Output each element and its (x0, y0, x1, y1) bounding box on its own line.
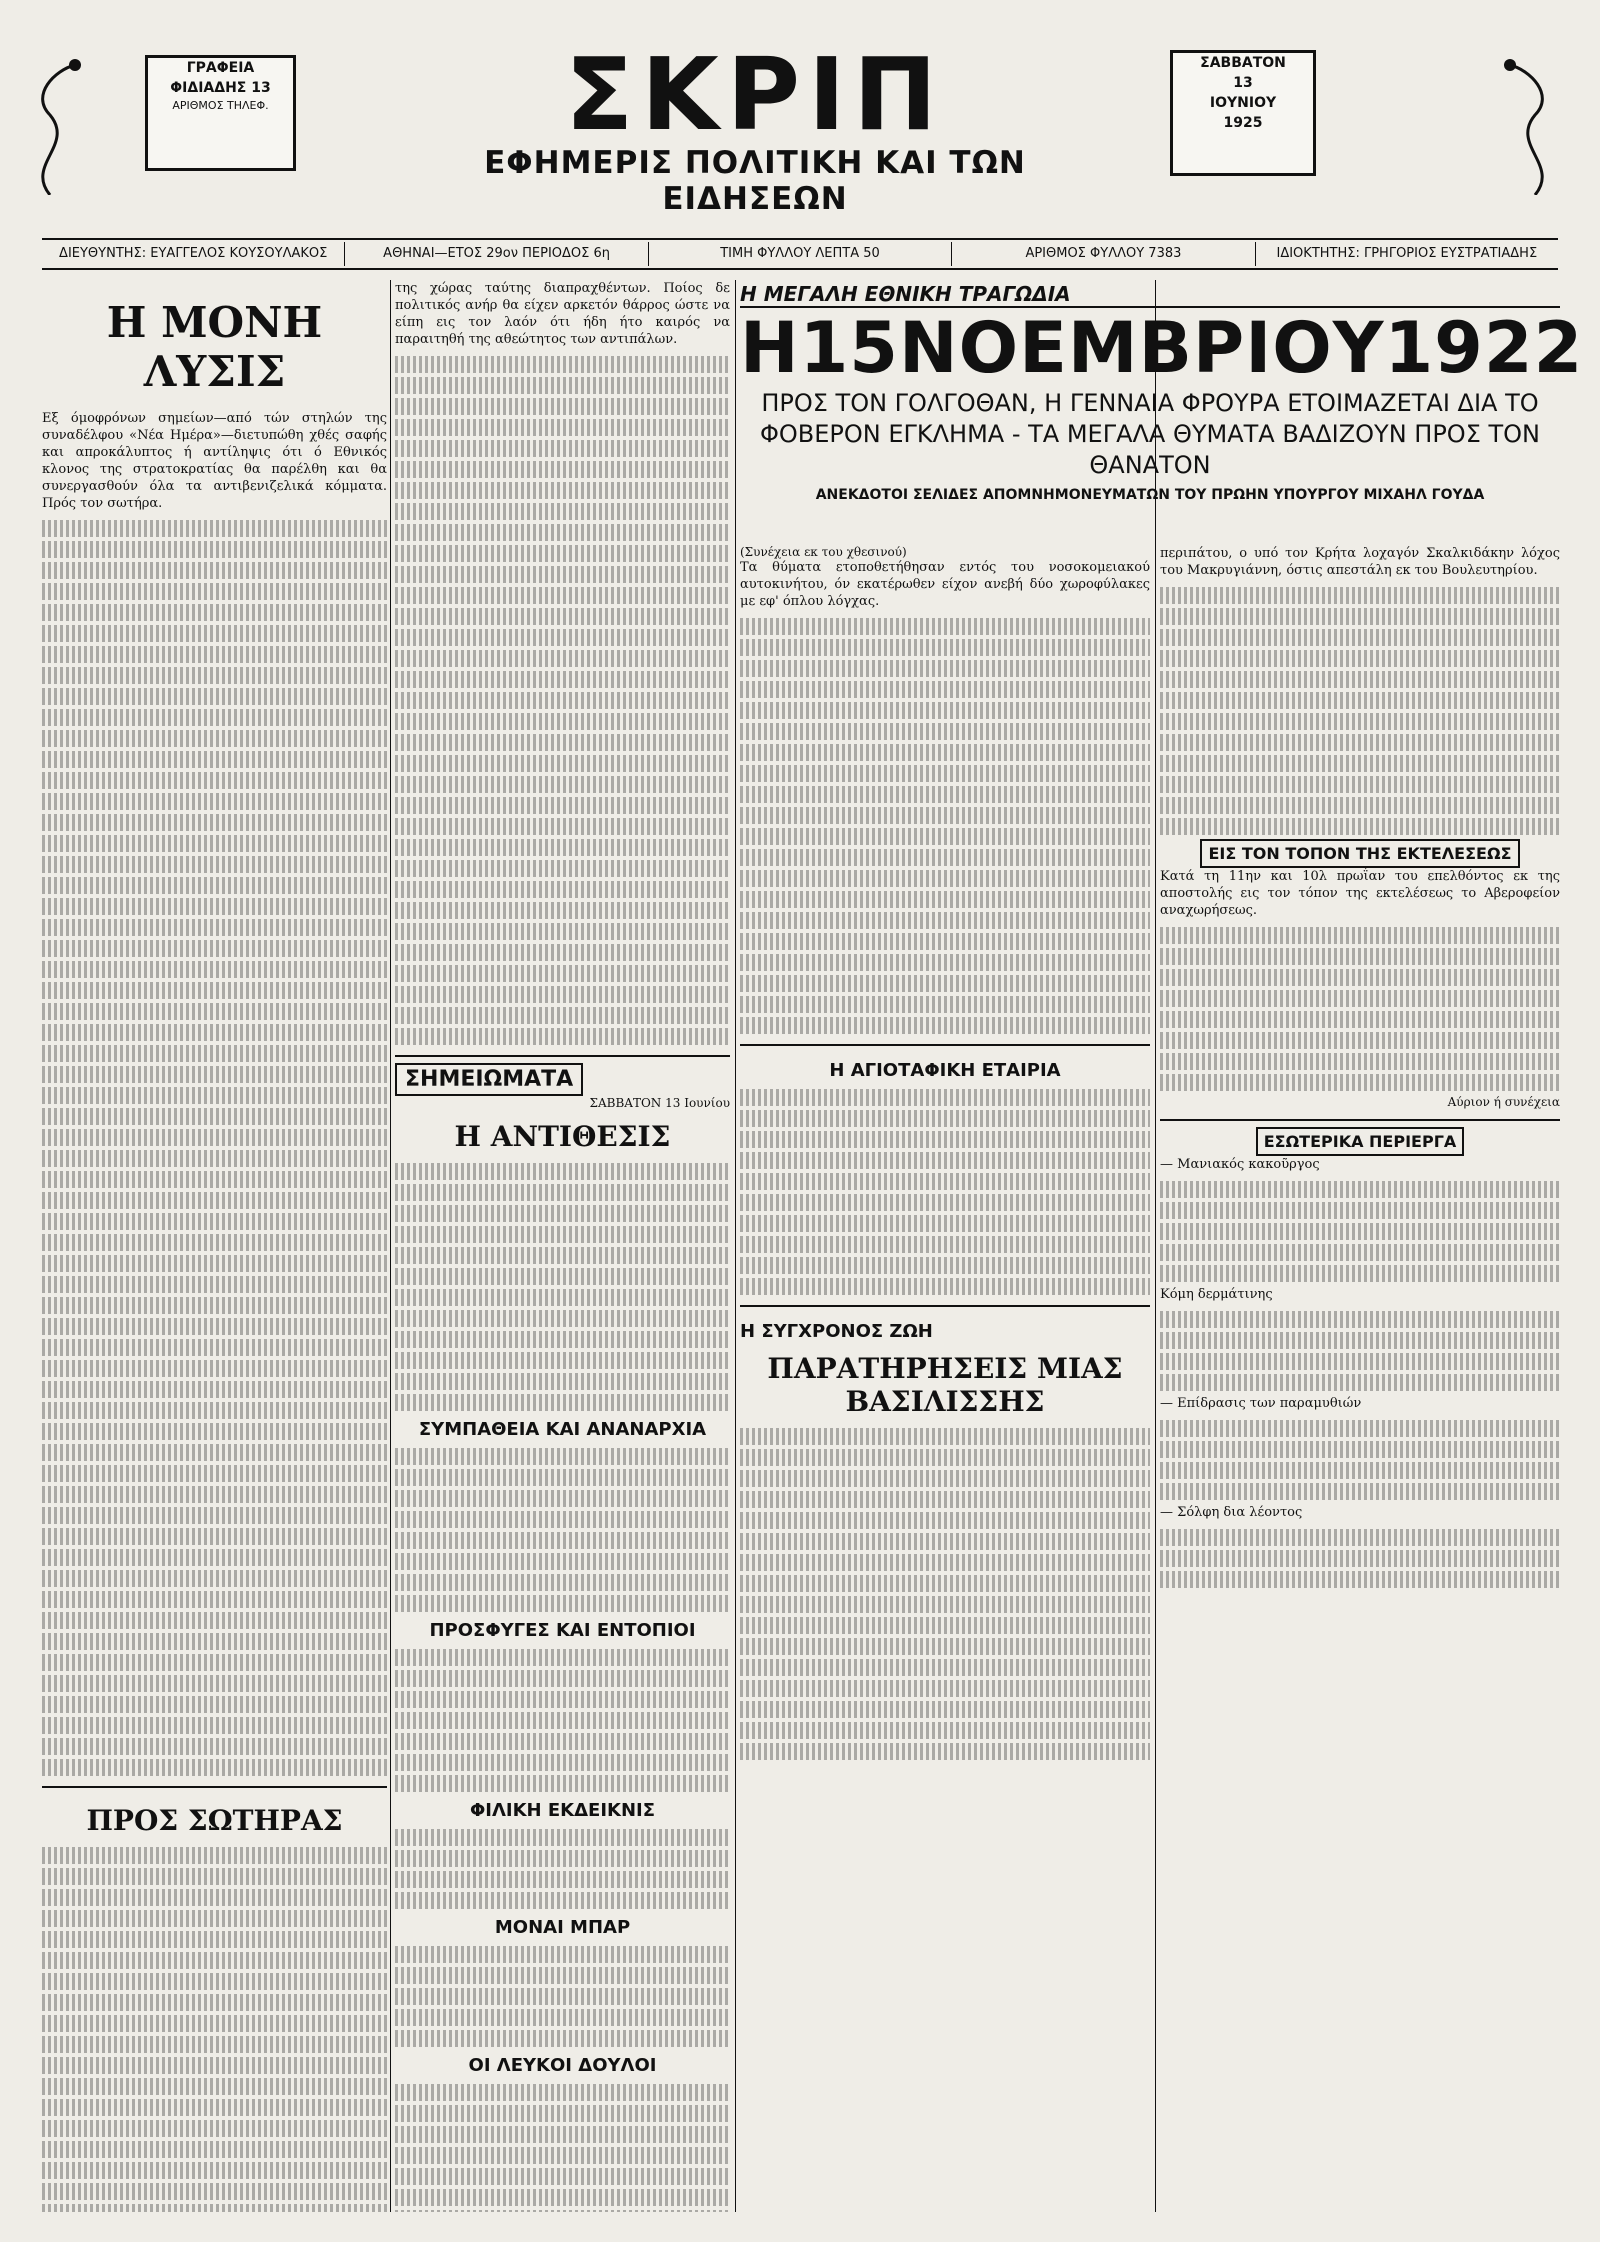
monai-title: ΜΟΝΑΙ ΜΠΑΡ (494, 1917, 631, 1938)
column-rule-1 (390, 280, 391, 2212)
info-bar (42, 238, 1558, 270)
director: ΔΙΕΥΘΥΝΤΗΣ: ΕΥΑΓΓΕΛΟΣ ΚΟΥΣΟΥΛΑΚΟΣ (42, 242, 345, 266)
owner: ΙΔΙΟΚΤΗΤΗΣ: ΓΡΗΓΟΡΙΟΣ ΕΥΣΤΡΑΤΙΑΔΗΣ (1276, 246, 1538, 261)
antithesis-title: Η ΑΝΤΙΘΕΣΙΣ (454, 1120, 671, 1153)
front-banner (740, 282, 1584, 503)
antithesis-text (395, 1163, 730, 1411)
price: ΤΙΜΗ ΦΥΛΛΟΥ ΛΕΠΤΑ 50 (649, 242, 952, 266)
banner-kicker: Η ΜΕΓΑΛΗ ΕΘΝΙΚΗ ΤΡΑΓΩΔΙΑ (740, 282, 1560, 308)
office-box (145, 55, 296, 171)
execution-place-title: ΕΙΣ ΤΟΝ ΤΟΠΟΝ ΤΗΣ ΕΚΤΕΛΕΣΕΩΣ (1200, 839, 1519, 868)
col3-body: Τα θύματα ετοποθετήθησαν εντός του νοσοκομειακού αυτοκινήτου, όν εκατέρωθεν είχον ανεβή δύο χωροφύλακες με εφ' όπλου λόγχας. (740, 560, 1150, 609)
date-box (1170, 50, 1316, 176)
office-phone: ΑΡΙΘΜΟΣ ΤΗΛΕΦ. (172, 99, 269, 112)
interior-text-2 (1160, 1311, 1560, 1391)
refugees-text (395, 1649, 730, 1792)
newspaper-title: ΣΚΡΙΠ (565, 36, 945, 153)
office-title: ΓΡΑΦΕΙΑ (186, 60, 255, 76)
queen-text (740, 1428, 1150, 1760)
column-1 (42, 280, 387, 2212)
banner-subdeck: ΑΝΕΚΔΟΤΟΙ ΣΕΛΙΔΕΣ ΑΠΟΜΝΗΜΟΝΕΥΜΑΤΩΝ ΤΟΥ ΠΡΩΗΝ ΥΠΟΥΡΓΟΥ ΜΙΧΑΗΛ ΓΟΥΔΑ (815, 487, 1485, 503)
col1-text-block-2 (42, 1847, 387, 2212)
sympathy-title: ΣΥΜΠΑΘΕΙΑ ΚΑΙ ΑΝΑΝΑΡΧΙΑ (418, 1419, 707, 1440)
column-2 (395, 280, 730, 2212)
interior-sub-1: — Μανιακός κακοῦργος (1160, 1157, 1320, 1172)
col2-body: της χώρας ταύτης διαπραχθέντων. Ποίος δε πολιτικός ανήρ θα είχεν αρκετόν θάρρος ώστε να είπη εις τον λαόν ότι ήδη ήτο καιρός να παραιτηθή της αθεώτητος των αντιπάλων. (395, 281, 730, 347)
headline-moni-lysis: Η ΜΟΝΗ ΛΥΣΙΣ (106, 298, 323, 396)
sympathy-text (395, 1448, 730, 1612)
agiotaphik-text (740, 1089, 1150, 1295)
col3-text-block (740, 618, 1150, 1034)
white-slaves-title: ΟΙ ΛΕΥΚΟΙ ΔΟΥΛΟΙ (468, 2055, 657, 2076)
banner-headline: Η15ΝΟΕΜΒΡΙΟΥ1922 (740, 307, 1584, 389)
queen-observations-title: ΠΑΡΑΤΗΡΗΣΕΙΣ ΜΙΑΣ ΒΑΣΙΛΙΣΣΗΣ (767, 1352, 1123, 1418)
interior-title: ΕΣΩΤΕΡΙΚΑ ΠΕΡΙΕΡΓΑ (1256, 1127, 1465, 1156)
modern-life-title: Η ΣΥΓΧΡΟΝΟΣ ΖΩΗ (740, 1321, 933, 1342)
refugees-title: ΠΡΟΣΦΥΓΕΣ ΚΑΙ ΕΝΤΟΠΙΟΙ (429, 1620, 696, 1641)
ornament-left-icon (15, 55, 85, 195)
notes-title: ΣΗΜΕΙΩΜΑΤΑ (395, 1063, 583, 1096)
col4-body: περιπάτου, ο υπό τον Κρήτα λοχαγόν Σκαλκιδάκην λόχος του Μακρυγιάννη, όστις απεστάλη εκ του Βουλευτηρίου. (1160, 546, 1560, 578)
continued-note: (Συνέχεια εκ του χθεσινού) (740, 545, 907, 559)
date-number: 13 (1233, 75, 1253, 91)
interior-text-4 (1160, 1529, 1560, 1588)
ornament-right-icon (1500, 55, 1570, 195)
monai-text (395, 1946, 730, 2047)
headline-pros-sotiras: ΠΡΟΣ ΣΩΤΗΡΑΣ (86, 1804, 343, 1837)
friendly-title: ΦΙΛΙΚΗ ΕΚΔΕΙΚΝΙΣ (469, 1800, 656, 1821)
column-rule-2 (735, 280, 736, 2212)
newspaper-subtitle: ΕΦΗΜΕΡΙΣ ΠΟΛΙΤΙΚΗ ΚΑΙ ΤΩΝ ΕΙΔΗΣΕΩΝ (484, 145, 1026, 217)
date-day: ΣΑΒΒΑΤΟΝ (1200, 55, 1286, 71)
column-4 (1160, 545, 1560, 2212)
interior-text-3 (1160, 1420, 1560, 1500)
friendly-text (395, 1829, 730, 1909)
interior-sub-2: Κόμη δερμάτινης (1160, 1287, 1273, 1302)
interior-text-1 (1160, 1181, 1560, 1282)
interior-sub-3: — Επίδρασις των παραμυθιών (1160, 1396, 1362, 1411)
date-month: ΙΟΥΝΙΟΥ (1209, 95, 1277, 111)
continued-tomorrow: Αύριον ή συνέχεια (1447, 1095, 1560, 1109)
notes-date: ΣΑΒΒΑΤΟΝ 13 Ιουνίου (589, 1096, 730, 1110)
col4-text-block (1160, 587, 1560, 835)
banner-deck: ΠΡΟΣ ΤΟΝ ΓΟΛΓΟΘΑΝ, Η ΓΕΝΝΑΙΑ ΦΡΟΥΡΑ ΕΤΟΙΜΑΖΕΤΑΙ ΔΙΑ ΤΟ ΦΟΒΕΡΟΝ ΕΓΚΛΗΜΑ - ΤΑ ΜΕΓΑΛΑ ΘΥΜΑΤΑ ΒΑΔΙΖΟΥΝ ΠΡΟΣ ΤΟΝ ΘΑΝΑΤΟΝ (759, 389, 1540, 479)
col1-body: Εξ όμοφρόνων σημείων—από τών στηλών της συναδέλφου «Νέα Ημέρα»—διετυπώθη χθές σαφής και απροκάλυπτος ή αντίληψις ότι ό Εθνικός κλονος της στρατοκρατίας θα παρέλθη και θα συνεργασθούν όλα τα αντιβενιζελικά κόμματα. Πρός τον σωτήρα. (42, 411, 387, 511)
column-3 (740, 545, 1150, 2212)
interior-sub-4: — Σόλφη δια λέοντος (1160, 1505, 1303, 1520)
issue-number: ΑΡΙΘΜΟΣ ΦΥΛΛΟΥ 7383 (952, 242, 1255, 266)
office-address: ΦΙΔΙΑΔΗΣ 13 (170, 80, 271, 96)
white-slaves-text (395, 2084, 730, 2212)
col2-text-block (395, 356, 730, 1045)
execution-text: Κατά τη 11ην και 10λ πρωΐαν του επελθόντος εκ της αποστολής εις τον τόπον της εκτελέσεως το Αβεροφείον αναχωρήσεως. (1160, 869, 1560, 918)
date-year: 1925 (1223, 115, 1263, 131)
execution-text-block (1160, 927, 1560, 1091)
col1-text-block (42, 520, 387, 1776)
column-rule-3 (1155, 280, 1156, 2212)
edition: ΑΘΗΝΑΙ—ΕΤΟΣ 29ον ΠΕΡΙΟΔΟΣ 6η (345, 242, 648, 266)
agiotaphik-title: Η ΑΓΙΟΤΑΦΙΚΗ ΕΤΑΙΡΙΑ (829, 1060, 1061, 1081)
